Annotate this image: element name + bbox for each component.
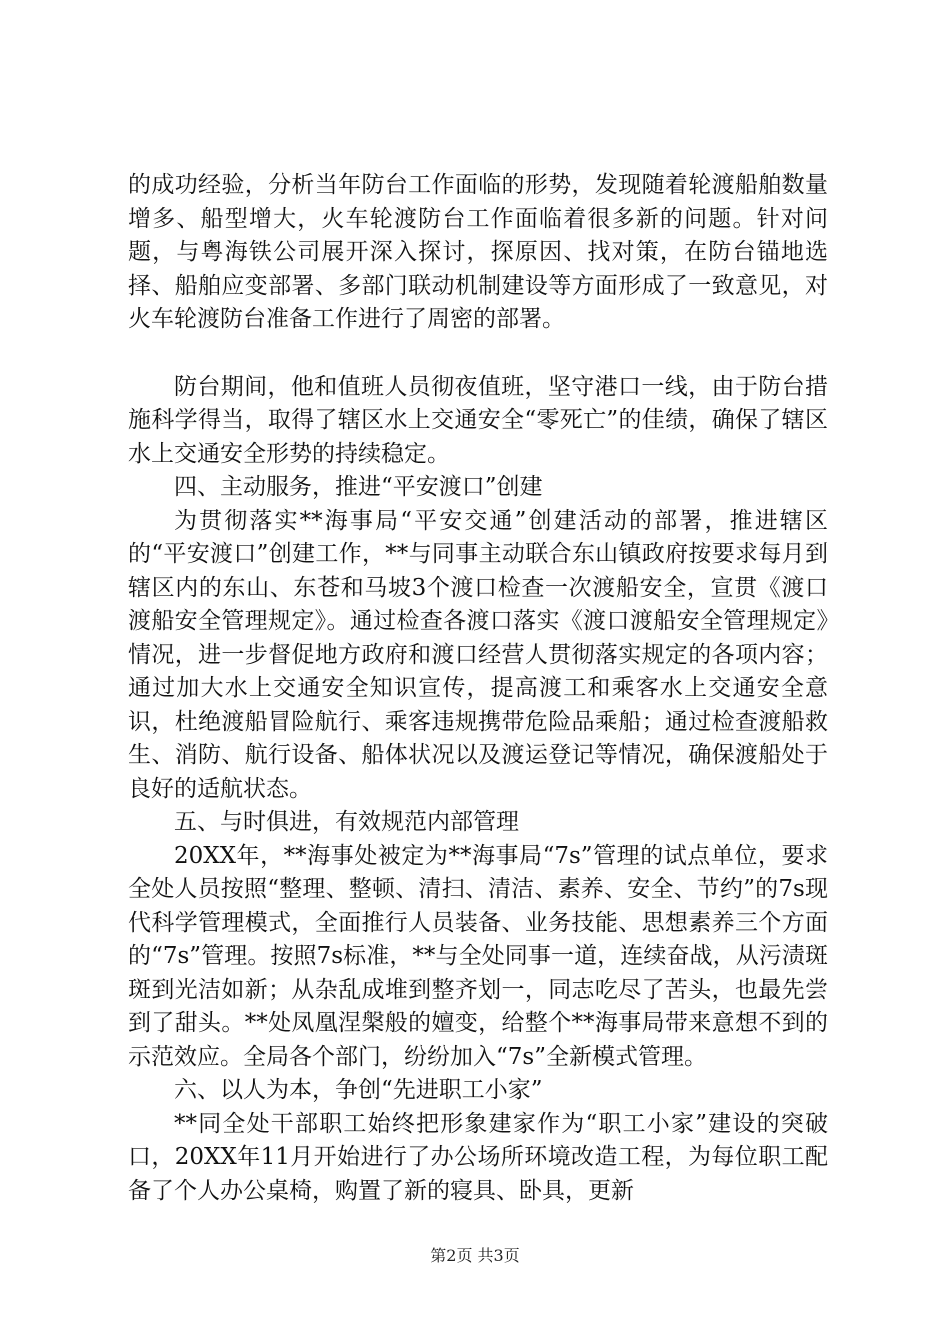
paragraph-typhoon-duty: 防台期间，他和值班人员彻夜值班，坚守港口一线，由于防台措施科学得当，取得了辖区水上交通安全“零死亡”的佳绩，确保了辖区水上交通安全形势的持续稳定。 (128, 373, 828, 467)
paragraph-safe-ferry: 为贯彻落实**海事局“平安交通”创建活动的部署，推进辖区的“平安渡口”创建工作，**与同事主动联合东山镇政府按要求每月到辖区内的东山、东苍和马坡3个渡口检查一次渡船安全，宣贯《渡口渡船安全管理规定》。通过检查各渡口落实《渡口渡船安全管理规定》情况，进一步督促地方政府和渡口经营人贯彻落实规定的各项内容；通过加大水上交通安全知识宣传，提高渡工和乘客水上交通安全意识，杜绝渡船冒险航行、乘客违规携带危险品乘船；通过检查渡船救生、消防、航行设备、船体状况以及渡运登记等情况，确保渡船处于良好的适航状态。 (128, 507, 828, 802)
paragraph-7s-management: 20XX年，**海事处被定为**海事局“7s”管理的试点单位，要求全处人员按照“整理、整顿、清扫、清洁、素养、安全、节约”的7s现代科学管理模式，全面推行人员装备、业务技能、思想素养三个方面的“7s”管理。按照7s标准，**与全处同事一道，连续奋战，从污渍斑斑到光洁如新；从杂乱成堆到整齐划一，同志吃尽了苦头，也最先尝到了甜头。**处凤凰涅槃般的嬗变，给整个**海事局带来意想不到的示范效应。全局各个部门，纷纷加入“7s”全新模式管理。 (128, 842, 828, 1070)
document-body (128, 169, 828, 1208)
page-number-footer: 第2页 共3页 (430, 1246, 520, 1265)
section-heading-4: 四、主动服务，推进“平安渡口”创建 (174, 474, 543, 500)
section-heading-6: 六、以人为本，争创“先进职工小家” (174, 1077, 543, 1103)
section-heading-5: 五、与时俱进，有效规范内部管理 (174, 809, 519, 835)
paragraph-staff-home: **同全处干部职工始终把形象建家作为“职工小家”建设的突破口，20XX年11月开始进行了办公场所环境改造工程，为每位职工配备了个人办公桌椅，购置了新的寝具、卧具，更新 (128, 1110, 828, 1204)
paragraph-spacer (128, 337, 828, 371)
paragraph-continuation: 的成功经验，分析当年防台工作面临的形势，发现随着轮渡船舶数量增多、船型增大，火车轮渡防台工作面临着很多新的问题。针对问题，与粤海铁公司展开深入探讨，探原因、找对策，在防台锚地选择、船舶应变部署、多部门联动机制建设等方面形成了一致意见，对火车轮渡防台准备工作进行了周密的部署。 (128, 172, 828, 332)
